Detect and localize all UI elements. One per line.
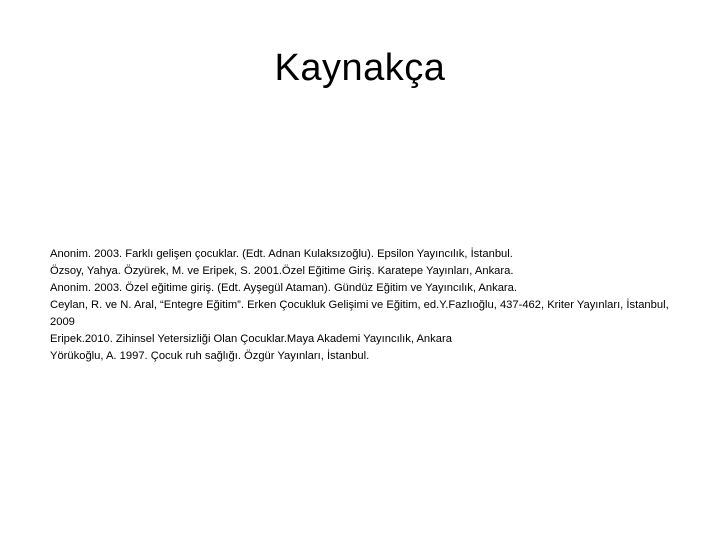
reference-list <box>50 246 670 365</box>
reference-item: Ceylan, R. ve N. Aral, “Entegre Eğitim”. Erken Çocukluk Gelişimi ve Eğitim, ed.Y.Fazlıoğlu, 437-462, Kriter Yayınları, İstanbul, 2009 <box>50 299 669 328</box>
reference-item: Özsoy, Yahya. Özyürek, M. ve Eripek, S. 2001.Özel Eğitime Giriş. Karatepe Yayınları, Ankara. <box>50 265 514 277</box>
slide-title: Kaynakça <box>274 47 446 89</box>
reference-item: Yörükoğlu, A. 1997. Çocuk ruh sağlığı. Özgür Yayınları, İstanbul. <box>50 350 370 362</box>
reference-item: Anonim. 2003. Özel eğitime giriş. (Edt. Ayşegül Ataman). Gündüz Eğitim ve Yayıncılık, Ankara. <box>50 282 517 294</box>
reference-item: Anonim. 2003. Farklı gelişen çocuklar. (Edt. Adnan Kulaksızoğlu). Epsilon Yayıncılık, İstanbul. <box>50 248 513 260</box>
reference-item: Eripek.2010. Zihinsel Yetersizliği Olan Çocuklar.Maya Akademi Yayıncılık, Ankara <box>50 333 452 345</box>
